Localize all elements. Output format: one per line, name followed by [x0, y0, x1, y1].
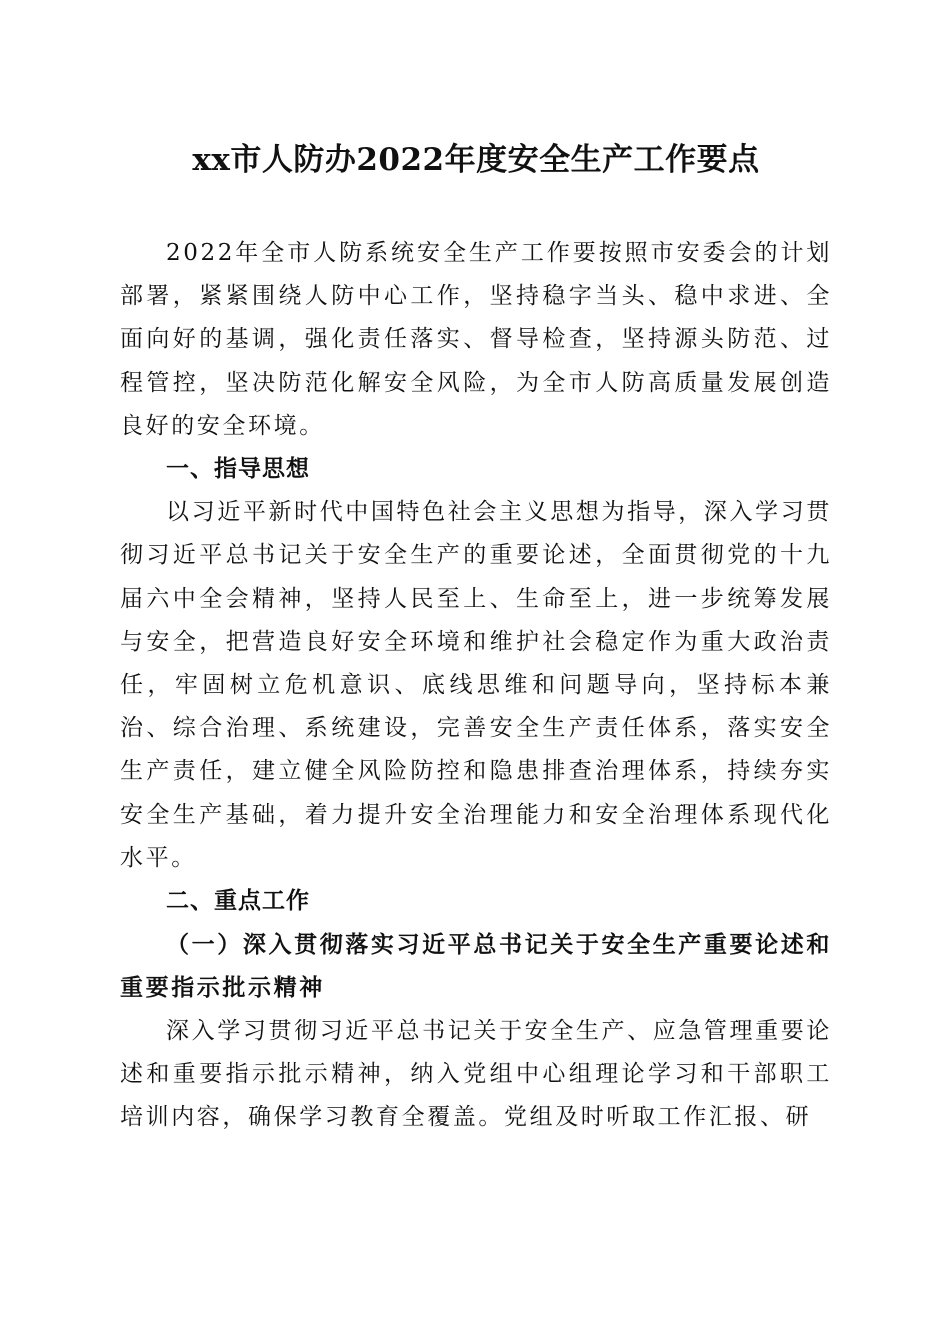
document-page [120, 138, 832, 1131]
intro-paragraph: 2022年全市人防系统安全生产工作要按照市安委会的计划部署，紧紧围绕人防中心工作，坚持稳字当头、稳中求进、全面向好的基调，强化责任落实、督导检查，坚持源头防范、过程管控，坚决防范化解安全风险，为全市人防高质量发展创造良好的安全环境。 [120, 240, 832, 439]
section-heading-key-work: 二、重点工作 [166, 888, 310, 915]
document-title: xx市人防办2022年度安全生产工作要点 [192, 142, 760, 178]
guiding-ideology-paragraph: 以习近平新时代中国特色社会主义思想为指导，深入学习贯彻习近平总书记关于安全生产的重要论述，全面贯彻党的十九届六中全会精神，坚持人民至上、生命至上，进一步统筹发展与安全，把营造良好安全环境和维护社会稳定作为重大政治责任，牢固树立危机意识、底线思维和问题导向，坚持标本兼治、综合治理、系统建设，完善安全生产责任体系，落实安全生产责任，建立健全风险防控和隐患排查治理体系，持续夯实安全生产基础，着力提升安全治理能力和安全治理体系现代化水平。 [120, 499, 832, 871]
section-heading-guiding-ideology: 一、指导思想 [166, 456, 310, 483]
subsection-heading-1: （一）深入贯彻落实习近平总书记关于安全生产重要论述和重要指示批示精神 [120, 931, 832, 1002]
document-body [120, 232, 832, 1139]
subsection-1-paragraph: 深入学习贯彻习近平总书记关于安全生产、应急管理重要论述和重要指示批示精神，纳入党组中心组理论学习和干部职工培训内容，确保学习教育全覆盖。党组及时听取工作汇报、研 [120, 1017, 832, 1131]
